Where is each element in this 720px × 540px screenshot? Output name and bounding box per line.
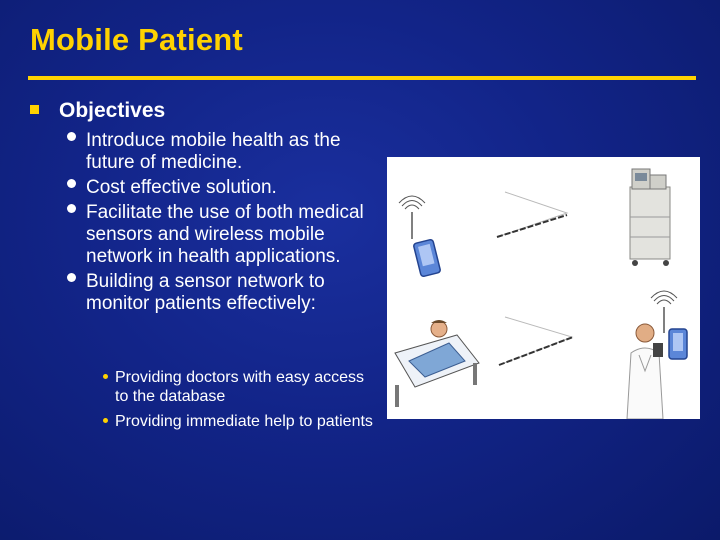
list-item-text: Facilitate the use of both medical sensors and wireless mobile network in health applications. — [86, 202, 364, 267]
square-bullet-icon — [30, 105, 39, 114]
antenna-icon — [651, 291, 677, 333]
antenna-icon — [399, 196, 425, 239]
list-item-text: Providing immediate help to patients — [115, 413, 373, 430]
list-item-text: Providing doctors with easy access to the database — [115, 369, 364, 405]
section-heading-row — [30, 99, 165, 123]
list-item — [100, 412, 380, 431]
list-item — [62, 202, 392, 268]
sub-objectives-list — [100, 368, 380, 437]
wireless-link-icon — [499, 317, 573, 365]
bullet-dot-icon — [67, 132, 76, 141]
objectives-list — [62, 130, 392, 318]
title-underline — [28, 76, 696, 80]
slide-title: Mobile Patient — [30, 22, 243, 57]
list-item-text: Introduce mobile health as the future of medicine. — [86, 130, 341, 173]
list-item-text: Cost effective solution. — [86, 177, 277, 198]
mobile-health-illustration — [387, 157, 700, 419]
list-item — [62, 130, 392, 174]
sub-bullet-dot-icon — [103, 374, 108, 379]
list-item-text: Building a sensor network to monitor patients effectively: — [86, 271, 325, 314]
bullet-dot-icon — [67, 204, 76, 213]
patient-bed-icon — [395, 320, 479, 407]
sub-bullet-dot-icon — [103, 418, 108, 423]
mobile-device-icon — [413, 239, 441, 277]
list-item — [62, 271, 392, 315]
section-heading: Objectives — [59, 99, 166, 122]
medical-cart-icon — [630, 169, 670, 266]
list-item — [100, 368, 380, 406]
bullet-dot-icon — [67, 179, 76, 188]
bullet-dot-icon — [67, 273, 76, 282]
wireless-link-icon — [497, 192, 567, 237]
doctor-icon — [627, 324, 663, 419]
mobile-device-icon — [669, 329, 687, 359]
list-item — [62, 177, 392, 199]
